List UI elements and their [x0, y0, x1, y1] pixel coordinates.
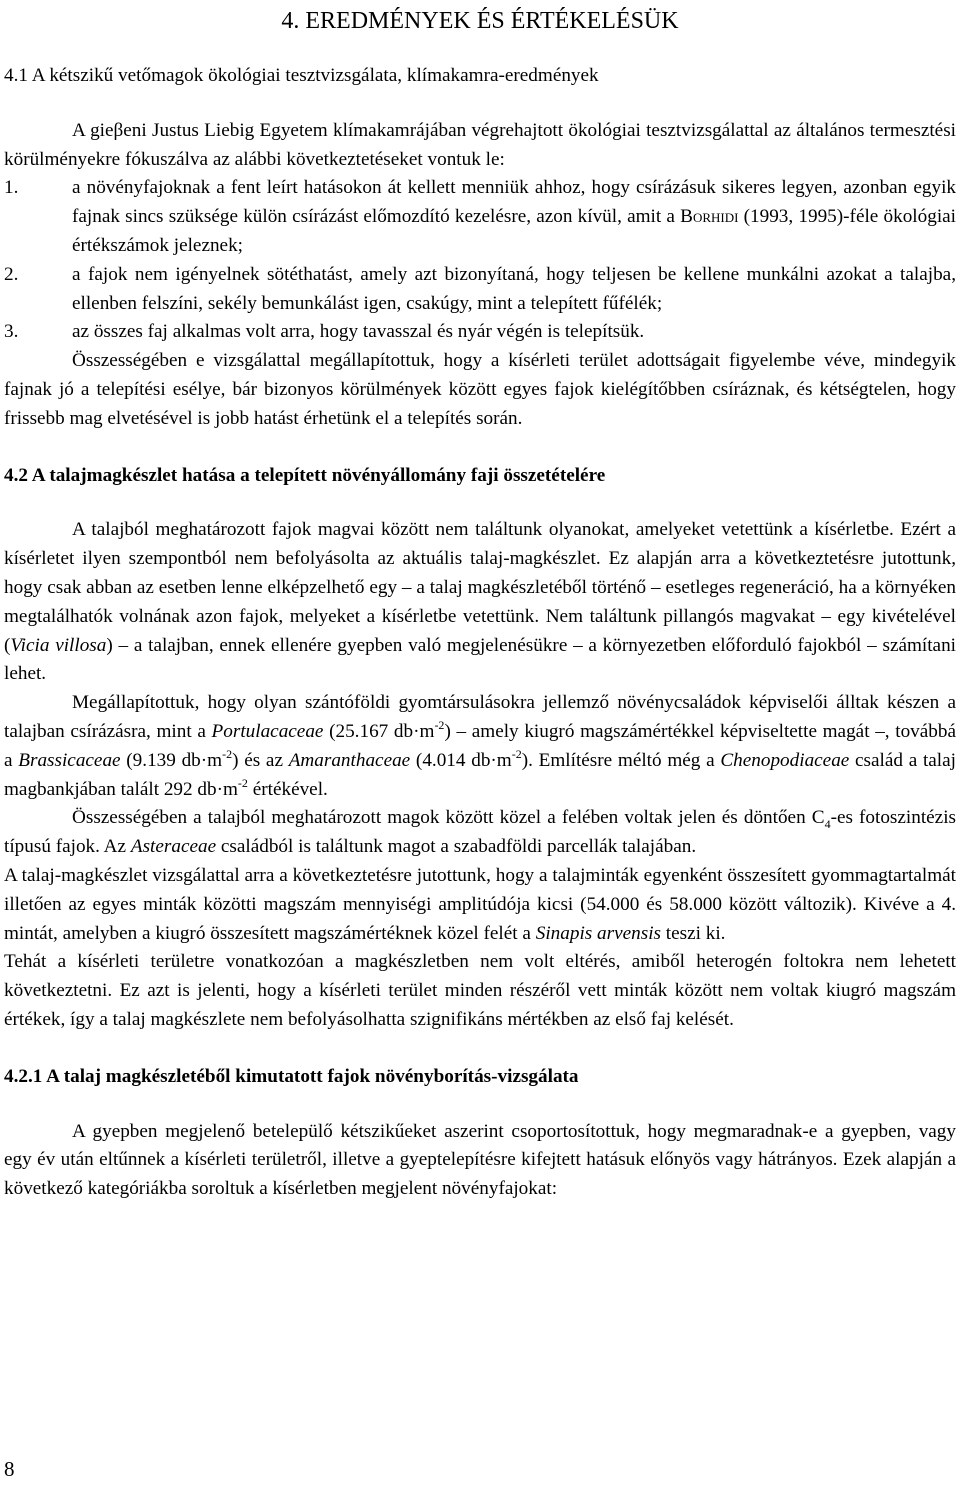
family-name: Brassicaceae	[18, 749, 121, 771]
text-run: értékével.	[247, 778, 328, 800]
text-run: -es fotoszintézis típusú fajok. Az	[4, 807, 956, 858]
family-name: Chenopodiaceae	[720, 749, 850, 771]
author-name: Borhidi	[680, 206, 739, 228]
list-item-number: 2.	[4, 263, 19, 285]
list-item-text: (1993, 1995)-féle ökológiai értékszámok jeleznek;	[72, 206, 956, 256]
section-4-2-paragraph-1	[4, 516, 956, 689]
list-item-text: a fajok nem igényelnek sötéthatást, amely azt bizonyítaná, hogy teljesen be kellene munkálni azokat a talajba, ellenben felszíni, sekély bemunkálást igen, csakúgy, mint a telepített fűfélék;	[72, 263, 956, 314]
section-4-2-paragraph-5: Tehát a kísérleti területre vonatkozóan a magkészletben nem volt eltérés, amiből heterogén foltokra nem lehetett következtetni. Ez azt is jelenti, hogy a kísérleti terület minden részéről vett minták között nem voltak kiugró magszám értékek, így a talaj magkészlete nem befolyásolhatta szignifikáns mértékben az első faj kelését.	[4, 951, 956, 1030]
section-4-2-paragraph-4	[4, 862, 956, 948]
section-4-1-intro: A gieβeni Justus Liebig Egyetem klímakamrájában végrehajtott ökológiai tesztvizsgálattal az általános termesztési körülményekre fókuszálva az alábbi következtetéseket vontuk le:	[4, 119, 956, 170]
text-run: A talajból meghatározott fajok magvai között nem találtunk olyanokat, amelyeket vetettünk a kísérletbe. Ezért a kísérletet ilyen szempontból nem befolyásolta az aktuális talaj-magkészlet. Ez alapján arra a következtetésre jutottunk, hogy csak abban az esetben lenne elképzelhető egy – a talaj magkészletéből történő – esetleges regeneráció, ha a környéken megtalálhatók volnának azon fajok, melyeket a kísérletbe vetettünk. Nem találtunk pillangós magvakat – egy kivételével (	[4, 519, 956, 656]
list-item	[4, 261, 956, 319]
text-run: család a talaj magbankjában talált 292 db·m	[4, 749, 956, 800]
exponent: -2	[237, 775, 248, 790]
list-item-number: 3.	[4, 321, 19, 343]
list-item	[4, 174, 956, 260]
list-item-text: az összes faj alkalmas volt arra, hogy tavasszal és nyár végén is telepítsük.	[72, 321, 645, 343]
text-run: (4.014 db·m	[410, 749, 512, 771]
text-run: Megállapítottuk, hogy olyan szántóföldi gyomtársulásokra jellemző növénycsaládok képviselői álltak készen a talajban csírázásra, mint a	[4, 692, 956, 742]
text-run: A talaj-magkészlet vizsgálattal arra a következtetésre jutottunk, hogy a talajminták egyenként összesített gyommagtartalmát illetően az egyes minták közötti magszám mennyiségi amplitúdója kicsi (54.000 és 58.000 között változik). Kivéve a 4. mintát, amelyben a kiugró összesített magszámértéknek közel felét a	[4, 864, 956, 944]
text-run: teszi ki.	[661, 922, 726, 944]
section-4-1-title: 4.1 A kétszikű vetőmagok ökológiai tesztvizsgálata, klímakamra-eredmények	[4, 65, 599, 86]
section-4-2-paragraph-2	[4, 689, 956, 804]
family-name: Asteraceae	[130, 836, 217, 858]
section-4-2-paragraph-3	[4, 804, 956, 862]
family-name: Amaranthaceae	[288, 749, 411, 771]
list-item-number: 1.	[4, 177, 19, 199]
text-run: Összességében a talajból meghatározott magok között közel a felében voltak jelen és döntően C	[72, 807, 825, 829]
list-item-text: a növényfajoknak a fent leírt hatásokon át kellett menniük ahhoz, hogy csírázásuk sikeres legyen, azonban egyik fajnak sincs szüksége külön csírázást előmozdító kezelésre, azon kívül, amit a	[72, 177, 956, 228]
page-body	[4, 0, 956, 1204]
chapter-title: 4. EREDMÉNYEK ÉS ÉRTÉKELÉSÜK	[281, 8, 679, 34]
text-run: ). Említésre méltó még a	[521, 749, 721, 771]
section-4-2-title: 4.2 A talajmagkészlet hatása a telepített növényállomány faji összetételére	[4, 464, 606, 486]
exponent: -2	[511, 746, 522, 761]
text-run: ) – amely kiugró magszámértékkel képviseltette magát –, továbbá a	[4, 720, 956, 771]
text-run: (25.167 db·m	[323, 720, 435, 742]
conclusion-list	[4, 174, 956, 347]
section-4-1-summary: Összességében e vizsgálattal megállapítottuk, hogy a kísérleti terület adottságait figyelembe véve, mindegyik fajnak jó a telepítési esélye, bár bizonyos körülmények között egyes fajok kielégítőbben csíráznak, és kétségtelen, hogy frissebb mag elvetésével is jobb hatást érhetünk el a telepítés során.	[4, 350, 956, 429]
page-number: 8	[4, 1457, 15, 1481]
subscript: 4	[824, 817, 831, 832]
text-run: ) és az	[232, 749, 289, 771]
list-item	[4, 318, 956, 347]
species-name: Vicia villosa	[10, 634, 107, 656]
family-name: Portulacaceae	[211, 720, 324, 742]
section-4-2-1-title: 4.2.1 A talaj magkészletéből kimutatott fajok növényborítás-vizsgálata	[4, 1065, 579, 1087]
text-run: (9.139 db·m	[120, 749, 223, 771]
exponent: -2	[222, 746, 233, 761]
exponent: -2	[434, 717, 445, 732]
text-run: családból is találtunk magot a szabadföldi parcellák talajában.	[216, 836, 697, 858]
text-run: ) – a talajban, ennek ellenére gyepben való megjelenésükre – a környezetben előforduló fajokból – számítani lehet.	[4, 634, 957, 685]
section-4-2-1-paragraph-1: A gyepben megjelenő betelepülő kétszikűeket aszerint csoportosítottuk, hogy megmaradnak-e a gyepben, vagy egy év után eltűnnek a kísérleti területről, illetve a gyeptelepítésre kifejtett hatásuk előnyös vagy hátrányos. Ezek alapján a következő kategóriákba soroltuk a kísérletben megjelent növényfajokat:	[4, 1120, 956, 1200]
species-name: Sinapis arvensis	[535, 922, 661, 944]
